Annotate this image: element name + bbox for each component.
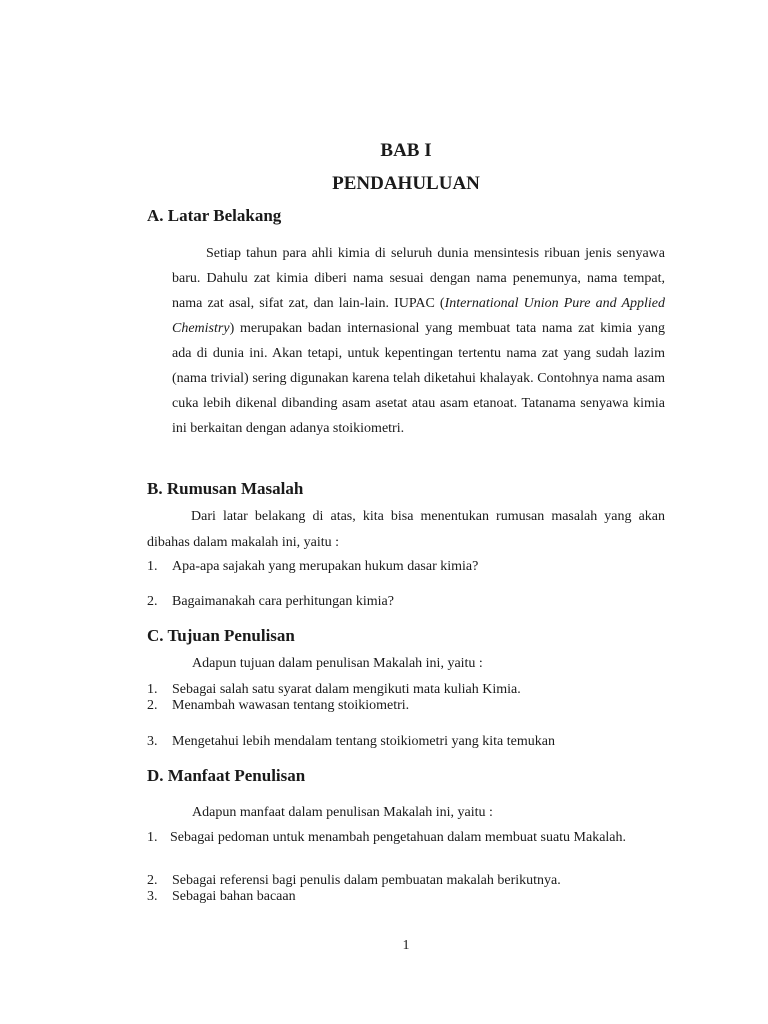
list-number: 3.: [147, 889, 158, 904]
section-c-intro: Adapun tujuan dalam penulisan Makalah ini, yaitu :: [192, 656, 483, 671]
list-item: Apa-apa sajakah yang merupakan hukum dasar kimia?: [172, 559, 479, 574]
chapter-label: BAB I: [380, 140, 432, 161]
list-number: 2.: [147, 698, 158, 713]
list-item: Menambah wawasan tentang stoikiometri.: [172, 698, 410, 713]
section-a-paragraph: Setiap tahun para ahli kimia di seluruh dunia mensintesis ribuan jenis senyawa baru. Dahulu zat kimia diberi nama sesuai dengan nama penemunya, nama tempat, nama zat asal, sifat zat, dan lain-lain. IUPAC (International Union Pure and Applied Chemistry) merupakan badan internasional yang membuat tata nama zat kimia yang ada di dunia ini. Akan tetapi, untuk kepentingan tertentu nama zat yang sudah lazim (nama trivial) sering digunakan karena telah diketahui khalayak. Contohnya nama asam cuka lebih dikenal dibanding asam asetat atau asam etanoat. Tatanama senyawa kimia ini berkaitan dengan adanya stoikiometri.: [172, 246, 665, 436]
list-number: 2.: [147, 594, 158, 609]
page-number: 1: [402, 938, 410, 953]
list-item: Bagaimanakah cara perhitungan kimia?: [172, 594, 394, 609]
list-item: Sebagai salah satu syarat dalam mengikuti mata kuliah Kimia.: [172, 682, 521, 697]
section-b-heading: B. Rumusan Masalah: [147, 479, 304, 498]
list-number: 1.: [147, 682, 158, 697]
list-item: Sebagai bahan bacaan: [172, 889, 296, 904]
list-number: 1.: [147, 559, 158, 574]
list-number: 3.: [147, 734, 158, 749]
list-item: Sebagai referensi bagi penulis dalam pembuatan makalah berikutnya.: [172, 873, 561, 888]
list-number: 2.: [147, 873, 158, 888]
section-d-intro: Adapun manfaat dalam penulisan Makalah ini, yaitu :: [192, 805, 493, 820]
section-c-heading: C. Tujuan Penulisan: [147, 626, 295, 645]
list-item: Sebagai pedoman untuk menambah pengetahuan dalam membuat suatu Makalah.: [170, 830, 627, 845]
list-number: 1.: [147, 830, 158, 845]
section-d-heading: D. Manfaat Penulisan: [147, 766, 306, 785]
chapter-title: PENDAHULUAN: [332, 173, 480, 194]
list-item: Mengetahui lebih mendalam tentang stoikiometri yang kita temukan: [172, 734, 555, 749]
section-a-heading: A. Latar Belakang: [147, 206, 282, 225]
section-b-intro: Dari latar belakang di atas, kita bisa menentukan rumusan masalah yang akan dibahas dalam makalah ini, yaitu :: [147, 509, 665, 550]
